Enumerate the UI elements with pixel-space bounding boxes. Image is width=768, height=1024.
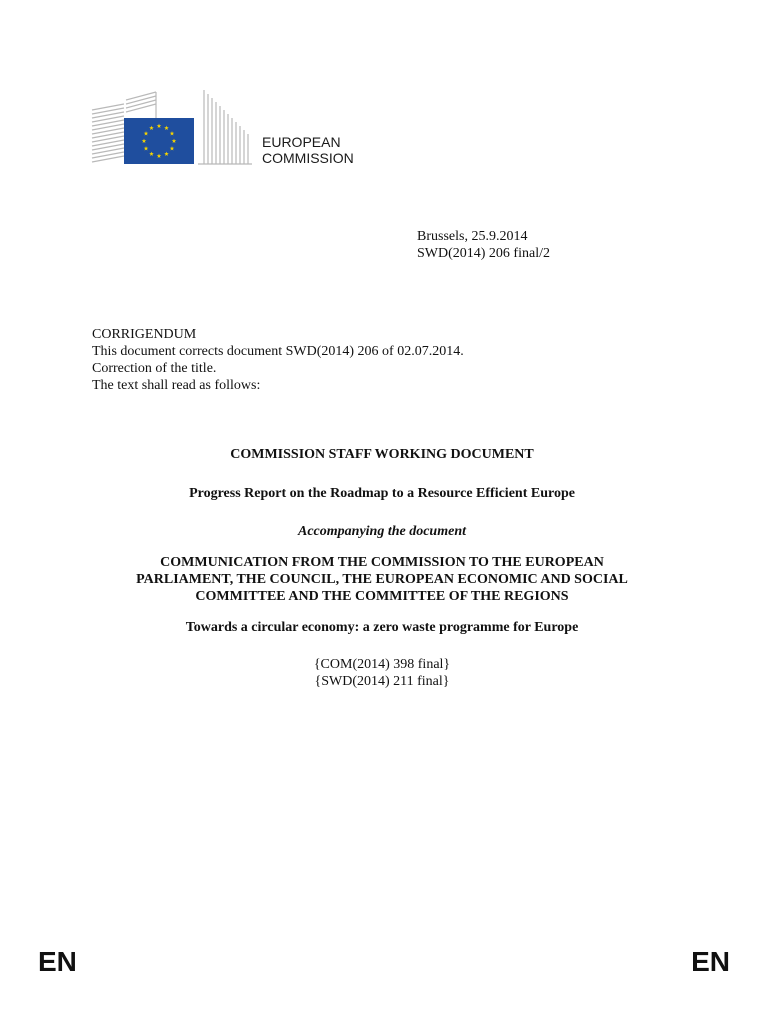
org-name-line1: EUROPEAN	[262, 134, 341, 150]
accompanying-note: Accompanying the document	[298, 524, 466, 539]
language-code-right: EN	[691, 946, 730, 977]
corrigendum-heading: CORRIGENDUM	[92, 327, 197, 342]
communication-line: COMMITTEE AND THE COMMITTEE OF THE REGIONS	[195, 589, 569, 604]
document-reference: SWD(2014) 206 final/2	[417, 246, 550, 261]
corrigendum-block	[92, 326, 464, 394]
related-reference: {SWD(2014) 211 final}	[314, 674, 450, 689]
document-type: COMMISSION STAFF WORKING DOCUMENT	[230, 447, 534, 462]
communication-line: PARLIAMENT, THE COUNCIL, THE EUROPEAN ECONOMIC AND SOCIAL	[136, 572, 628, 587]
language-code-left: EN	[38, 946, 77, 977]
corrigendum-line: This document corrects document SWD(2014) 206 of 02.07.2014.	[92, 344, 464, 359]
document-meta	[417, 228, 550, 262]
european-commission-logo-icon	[90, 88, 252, 166]
organization-name	[262, 134, 354, 166]
communication-title	[92, 554, 672, 605]
communication-line: COMMUNICATION FROM THE COMMISSION TO THE EUROPEAN	[160, 555, 604, 570]
subtitle: Towards a circular economy: a zero waste programme for Europe	[185, 620, 579, 635]
related-references	[92, 656, 672, 690]
org-name-line2: COMMISSION	[262, 150, 354, 166]
place-date: Brussels, 25.9.2014	[417, 229, 528, 244]
report-title: Progress Report on the Roadmap to a Resource Efficient Europe	[189, 486, 575, 501]
corrigendum-line: Correction of the title.	[92, 361, 217, 376]
corrigendum-line: The text shall read as follows:	[92, 378, 261, 393]
related-reference: {COM(2014) 398 final}	[313, 657, 451, 672]
